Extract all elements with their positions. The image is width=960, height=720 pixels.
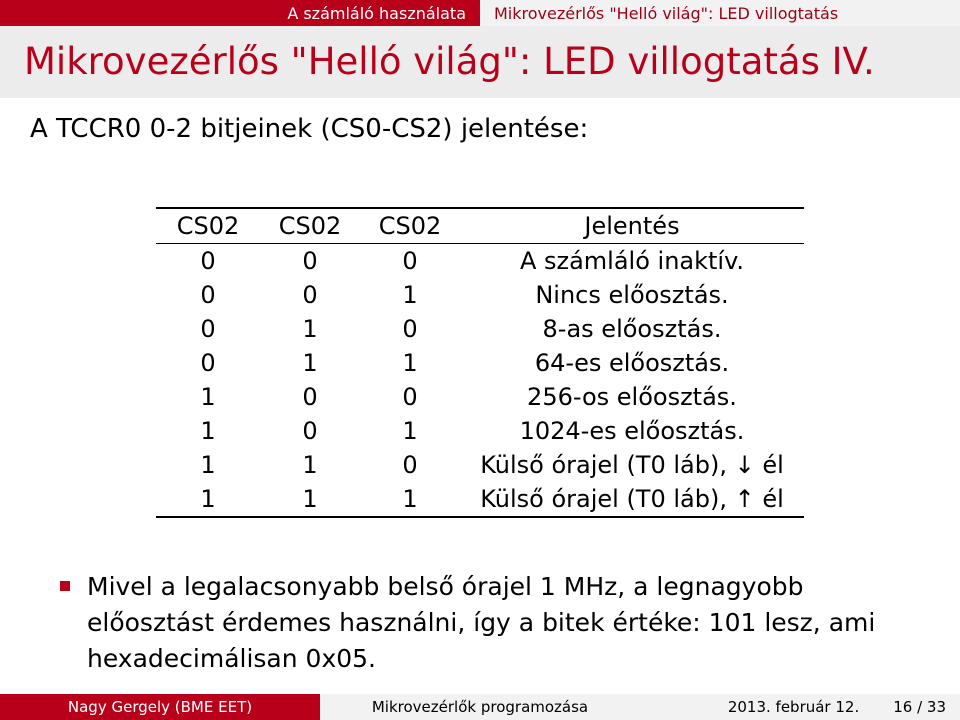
frame-title: Mikrovezérlős "Helló világ": LED villogtatás IV.	[24, 40, 875, 83]
nav-section-inactive-label: Mikrovezérlős "Helló világ": LED villogtatás	[494, 3, 839, 23]
table-row	[156, 448, 804, 482]
table-header-cell: Jelentés	[584, 212, 680, 240]
footer-bar	[0, 694, 960, 720]
footer-author	[0, 694, 320, 720]
table-cell: 0	[200, 349, 216, 377]
table-row	[156, 278, 804, 312]
frame-title-bar	[0, 26, 960, 98]
footer-author-label: Nagy Gergely (BME EET)	[67, 698, 253, 716]
table-cell: 1	[200, 383, 216, 411]
table-cell: 0	[302, 247, 318, 275]
table-row	[156, 482, 804, 517]
table-cell: 0	[200, 281, 216, 309]
table-cell: 1	[402, 485, 418, 513]
table-cell: 1	[402, 349, 418, 377]
table-header-cell: CS02	[378, 212, 442, 240]
table-cell: 64-es előosztás.	[534, 349, 730, 377]
bits-table	[156, 207, 804, 518]
table-cell: 1	[402, 281, 418, 309]
table-cell: 1	[200, 451, 216, 479]
table-cell: Nincs előosztás.	[535, 281, 729, 309]
footer-date-page	[640, 694, 960, 720]
table-row	[156, 414, 804, 448]
nav-section-active[interactable]	[0, 0, 480, 26]
table-cell: 1	[302, 485, 318, 513]
table-cell: 1	[200, 417, 216, 445]
table-cell: 0	[402, 247, 418, 275]
table-cell: 0	[302, 417, 318, 445]
footer-course	[320, 694, 640, 720]
table-cell: 0	[402, 451, 418, 479]
table-cell: 0	[402, 315, 418, 343]
table-row	[156, 244, 804, 279]
table-cell: 1	[302, 349, 318, 377]
footer-course-label: Mikrovezérlők programozása	[371, 698, 589, 716]
table-cell: 1	[402, 417, 418, 445]
intro-text: A TCCR0 0-2 bitjeinek (CS0-CS2) jelentése:	[30, 114, 589, 144]
table-cell: 256-os előosztás.	[527, 383, 737, 411]
footer-date: 2013. február 12.	[727, 698, 860, 716]
bullet-square-icon	[60, 581, 70, 591]
table-cell: A számláló inaktív.	[519, 247, 745, 275]
table-header-row	[156, 208, 804, 244]
table-row	[156, 312, 804, 346]
nav-section-inactive[interactable]	[480, 0, 960, 26]
footer-page-number: 16 / 33	[893, 698, 946, 716]
nav-section-active-label: A számláló használata	[287, 3, 466, 23]
table-cell: 1024-es előosztás.	[519, 417, 745, 445]
table-cell: 1	[200, 485, 216, 513]
bullet-paragraph: Mivel a legalacsonyabb belső órajel 1 MHz, a legnagyobb előosztást érdemes használni, így a bitek értéke: 101 lesz, ami hexadecimálisan 0x05.	[87, 572, 876, 673]
table-header-cell: CS02	[278, 212, 342, 240]
table-cell: 0	[200, 247, 216, 275]
table-row	[156, 380, 804, 414]
table-cell: 0	[302, 383, 318, 411]
table-header-cell: CS02	[176, 212, 240, 240]
bits-table-container	[156, 207, 804, 518]
table-cell: 0	[402, 383, 418, 411]
table-cell: 1	[302, 315, 318, 343]
table-cell: Külső órajel (T0 láb), ↓ él	[480, 451, 784, 479]
table-cell: 0	[200, 315, 216, 343]
table-row	[156, 346, 804, 380]
table-cell: Külső órajel (T0 láb), ↑ él	[480, 485, 784, 513]
top-navigation-bar	[0, 0, 960, 26]
table-cell: 8-as előosztás.	[542, 315, 722, 343]
table-cell: 1	[302, 451, 318, 479]
table-cell: 0	[302, 281, 318, 309]
